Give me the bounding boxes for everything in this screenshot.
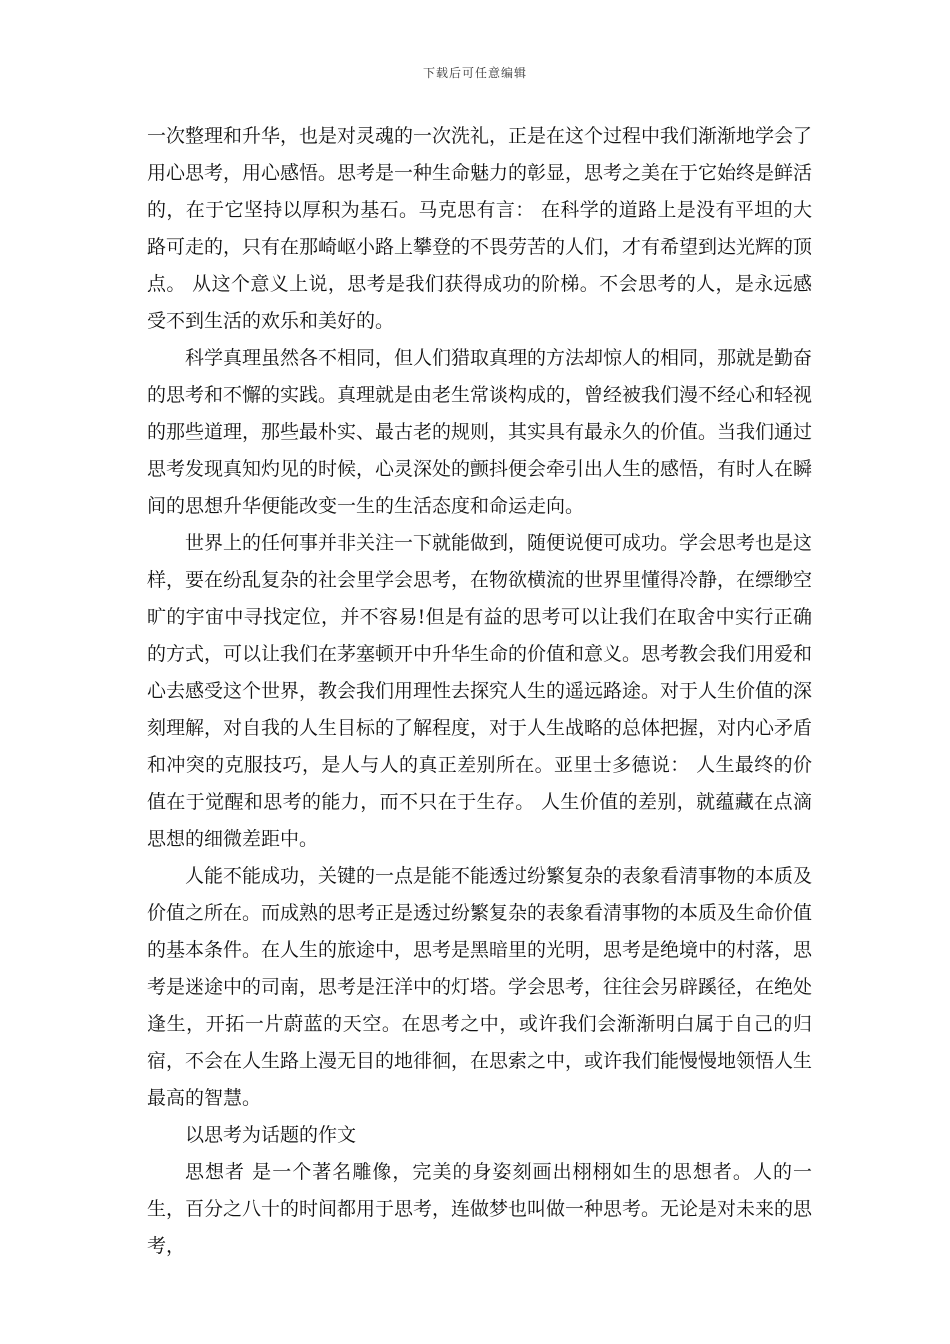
paragraph-4: 人能不能成功，关键的一点是能不能透过纷繁复杂的表象看清事物的本质及价值之所在。而成熟的思考正是透过纷繁复杂的表象看清事物的本质及生命价值的基本条件。在人生的旅途中，思考是黑暗里的光明，思考是绝境中的村落，思考是迷途中的司南，思考是汪洋中的灯塔。学会思考，往往会另辟蹊径，在绝处逢生，开拓一片蔚蓝的天空。在思考之中，或许我们会渐渐明白属于自己的归宿，不会在人生路上漫无目的地徘徊，在思索之中，或许我们能慢慢地领悟人生最高的智慧。 — [147, 865, 813, 1109]
document-body — [147, 118, 812, 1265]
paragraph-1: 一次整理和升华，也是对灵魂的一次洗礼，正是在这个过程中我们渐渐地学会了用心思考，用心感悟。思考是一种生命魅力的彰显，思考之美在于它始终是鲜活的，在于它坚持以厚积为基石。马克思有言： 在科学的道路上是没有平坦的大路可走的，只有在那崎岖小路上攀登的不畏劳苦的人们，才有希望到达光辉的顶点。 从这个意义上说，思考是我们获得成功的阶梯。不会思考的人，是永远感受不到生活的欢乐和美好的。 — [147, 125, 813, 332]
paragraph-2: 科学真理虽然各不相同，但人们猎取真理的方法却惊人的相同，那就是勤奋的思考和不懈的实践。真理就是由老生常谈构成的，曾经被我们漫不经心和轻视的那些道理，那些最朴实、最古老的规则，其实具有最永久的价值。当我们通过思考发现真知灼见的时候，心灵深处的颤抖便会牵引出人生的感悟，有时人在瞬间的思想升华便能改变一生的生活态度和命运走向。 — [147, 347, 813, 517]
paragraph-5: 思想者 是一个著名雕像，完美的身姿刻画出栩栩如生的思想者。人的一生，百分之八十的时间都用于思考，连做梦也叫做一种思考。无论是对未来的思考， — [147, 1161, 813, 1257]
paragraph-3: 世界上的任何事并非关注一下就能做到，随便说便可成功。学会思考也是这样，要在纷乱复杂的社会里学会思考，在物欲横流的世界里懂得冷静，在缥缈空旷的宇宙中寻找定位，并不容易!但是有益的思考可以让我们在取舍中实行正确的方式，可以让我们在茅塞顿开中升华生命的价值和意义。思考教会我们用爱和心去感受这个世界，教会我们用理性去探究人生的遥远路途。对于人生价值的深刻理解，对自我的人生目标的了解程度，对于人生战略的总体把握，对内心矛盾和冲突的克服技巧，是人与人的真正差别所在。亚里士多德说： 人生最终的价值在于觉醒和思考的能力，而不只在于生存。 人生价值的差别，就蕴藏在点滴思想的细微差距中。 — [147, 532, 813, 850]
page-header-note: 下载后可任意编辑 — [422, 66, 527, 80]
section-heading: 以思考为话题的作文 — [185, 1124, 357, 1146]
